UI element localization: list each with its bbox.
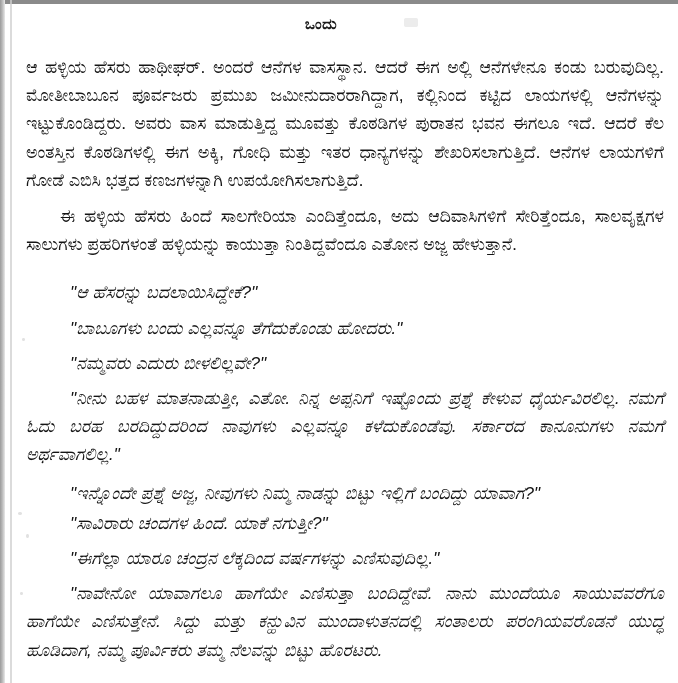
dialogue-line: "ಸಾವಿರಾರು ಚಂದಗಳ ಹಿಂದೆ. ಯಾಕೆ ನಗುತ್ತೀ?" xyxy=(70,512,328,533)
paragraph-spacer xyxy=(26,194,664,202)
body-paragraph: ಈ ಹಳ್ಳಿಯ ಹೆಸರು ಹಿಂದೆ ಸಾಲಗೇರಿಯಾ ಎಂದಿತ್ತೆಂದೂ, ಅದು ಆದಿವಾಸಿಗಳಿಗೆ ಸೇರಿತ್ತೆಂದೂ, ಸಾಲವೃಕ್ಷಗಳ ಸಾಲುಗಳು ಪ್ರಹರಿಗಳಂತೆ ಹಳ್ಳಿಯನ್ನು ಕಾಯುತ್ತಾ ನಿಂತಿದ್ದವೆಂದೂ ಎತೋನ ಅಜ್ಜ ಹೇಳುತ್ತಾನೆ. xyxy=(26,206,664,255)
paragraph-spacer xyxy=(26,469,664,477)
dialogue-line: "ಈಗೆಲ್ಲಾ ಯಾರೂ ಚಂದ್ರನ ಲೆಕ್ಕದಿಂದ ವರ್ಷಗಳನ್ನು ಎಣಿಸುವುದಿಲ್ಲ." xyxy=(70,548,440,569)
chapter-heading: ಒಂದು xyxy=(304,16,338,33)
dialogue-line: "ನಮ್ಮವರು ಎದುರು ಬೀಳಲಿಲ್ಲವೇ?" xyxy=(70,352,267,373)
dialogue-line: "ಆ ಹೆಸರನ್ನು ಬದಲಾಯಿಸಿದ್ದೇಕೆ?" xyxy=(70,282,258,303)
paragraph-spacer xyxy=(26,258,664,271)
body-paragraph: ಆ ಹಳ್ಳಿಯ ಹೆಸರು ಹಾಥೀಘರ್. ಅಂದರೆ ಆನೆಗಳ ವಾಸಸ್ಥಾನ. ಆದರೆ ಈಗ ಅಲ್ಲಿ ಆನೆಗಳೇನೂ ಕಂಡು ಬರುವುದಿಲ್ಲ. ಮೋತೀಬಾಬೂನ ಪೂರ್ವಜರು ಪ್ರಮುಖ ಜಮೀನುದಾರರಾಗಿದ್ದಾಗ, ಕಲ್ಲಿನಿಂದ ಕಟ್ಟಿದ ಲಾಯಗಳಲ್ಲಿ ಆನೆಗಳನ್ನು ಇಟ್ಟುಕೊಂಡಿದ್ದರು. ಅವರು ವಾಸ ಮಾಡುತ್ತಿದ್ದ ಮೂವತ್ತು ಕೊಠಡಿಗಳ ಪುರಾತನ ಭವನ ಈಗಲೂ ಇದೆ. ಆದರೆ ಕೆಲ ಅಂತಸ್ತಿನ ಕೊಠಡಿಗಳಲ್ಲಿ ಈಗ ಅಕ್ಕಿ, ಗೋಧಿ ಮತ್ತು ಇತರ ಧಾನ್ಯಗಳನ್ನು ಶೇಖರಿಸಲಾಗುತ್ತಿದೆ. ಆನೆಗಳ ಲಾಯಗಳಿಗೆ ಗೋಡೆ ಎಬಿಸಿ ಭತ್ತದ ಕಣಜಗಳನ್ನಾಗಿ ಉಪಯೋಗಿಸಲಾಗುತ್ತಿದೆ. xyxy=(26,57,664,190)
dialogue-paragraph: "ನೀನು ಬಹಳ ಮಾತನಾಡುತ್ತೀ, ಎತೋ. ನಿನ್ನ ಅಪ್ಪನಿಗೆ ಇಷ್ಟೊಂದು ಪ್ರಶ್ನೆ ಕೇಳುವ ಧೈರ್ಯವಿರಲಿಲ್ಲ. ನಮಗೆ ಓದು ಬರಹ ಬರದಿದ್ದುದರಿಂದ ನಾವುಗಳು ಎಲ್ಲವನ್ನೂ ಕಳೆದುಕೊಂಡೆವು. ಸರ್ಕಾರದ ಕಾನೂನುಗಳು ನಮಗೆ ಅರ್ಥವಾಗಲಿಲ್ಲ." xyxy=(26,388,664,465)
dialogue-line: "ಇನ್ನೊಂದೇ ಪ್ರಶ್ನೆ ಅಜ್ಜ, ನೀವುಗಳು ನಿಮ್ಮ ನಾಡನ್ನು ಬಿಟ್ಟು ಇಲ್ಲಿಗೆ ಬಂದಿದ್ದು ಯಾವಾಗ?" xyxy=(70,482,541,503)
dialogue-paragraph: "ನಾವೇನೋ ಯಾವಾಗಲೂ ಹಾಗೆಯೇ ಎಣಿಸುತ್ತಾ ಬಂದಿದ್ದೇವೆ. ನಾನು ಮುಂದೆಯೂ ಸಾಯುವವರೆಗೂ ಹಾಗೆಯೇ ಎಣಿಸುತ್ತೇನೆ. ಸಿದ್ದು ಮತ್ತು ಕನ್ಹುವಿನ ಮುಂದಾಳುತನದಲ್ಲಿ ಸಂತಾಲರು ಪರಂಗಿಯವರೊಡನೆ ಯುದ್ಧ ಹೂಡಿದಾಗ, ನಮ್ಮ ಪೂರ್ವಿಕರು ತಮ್ಮ ನೆಲವನ್ನು ಬಿಟ್ಟು ಹೊರಟರು. xyxy=(26,583,664,660)
dialogue-line: "ಬಾಬೂಗಳು ಬಂದು ಎಲ್ಲವನ್ನೂ ತೆಗೆದುಕೊಂಡು ಹೋದರು." xyxy=(70,317,403,338)
